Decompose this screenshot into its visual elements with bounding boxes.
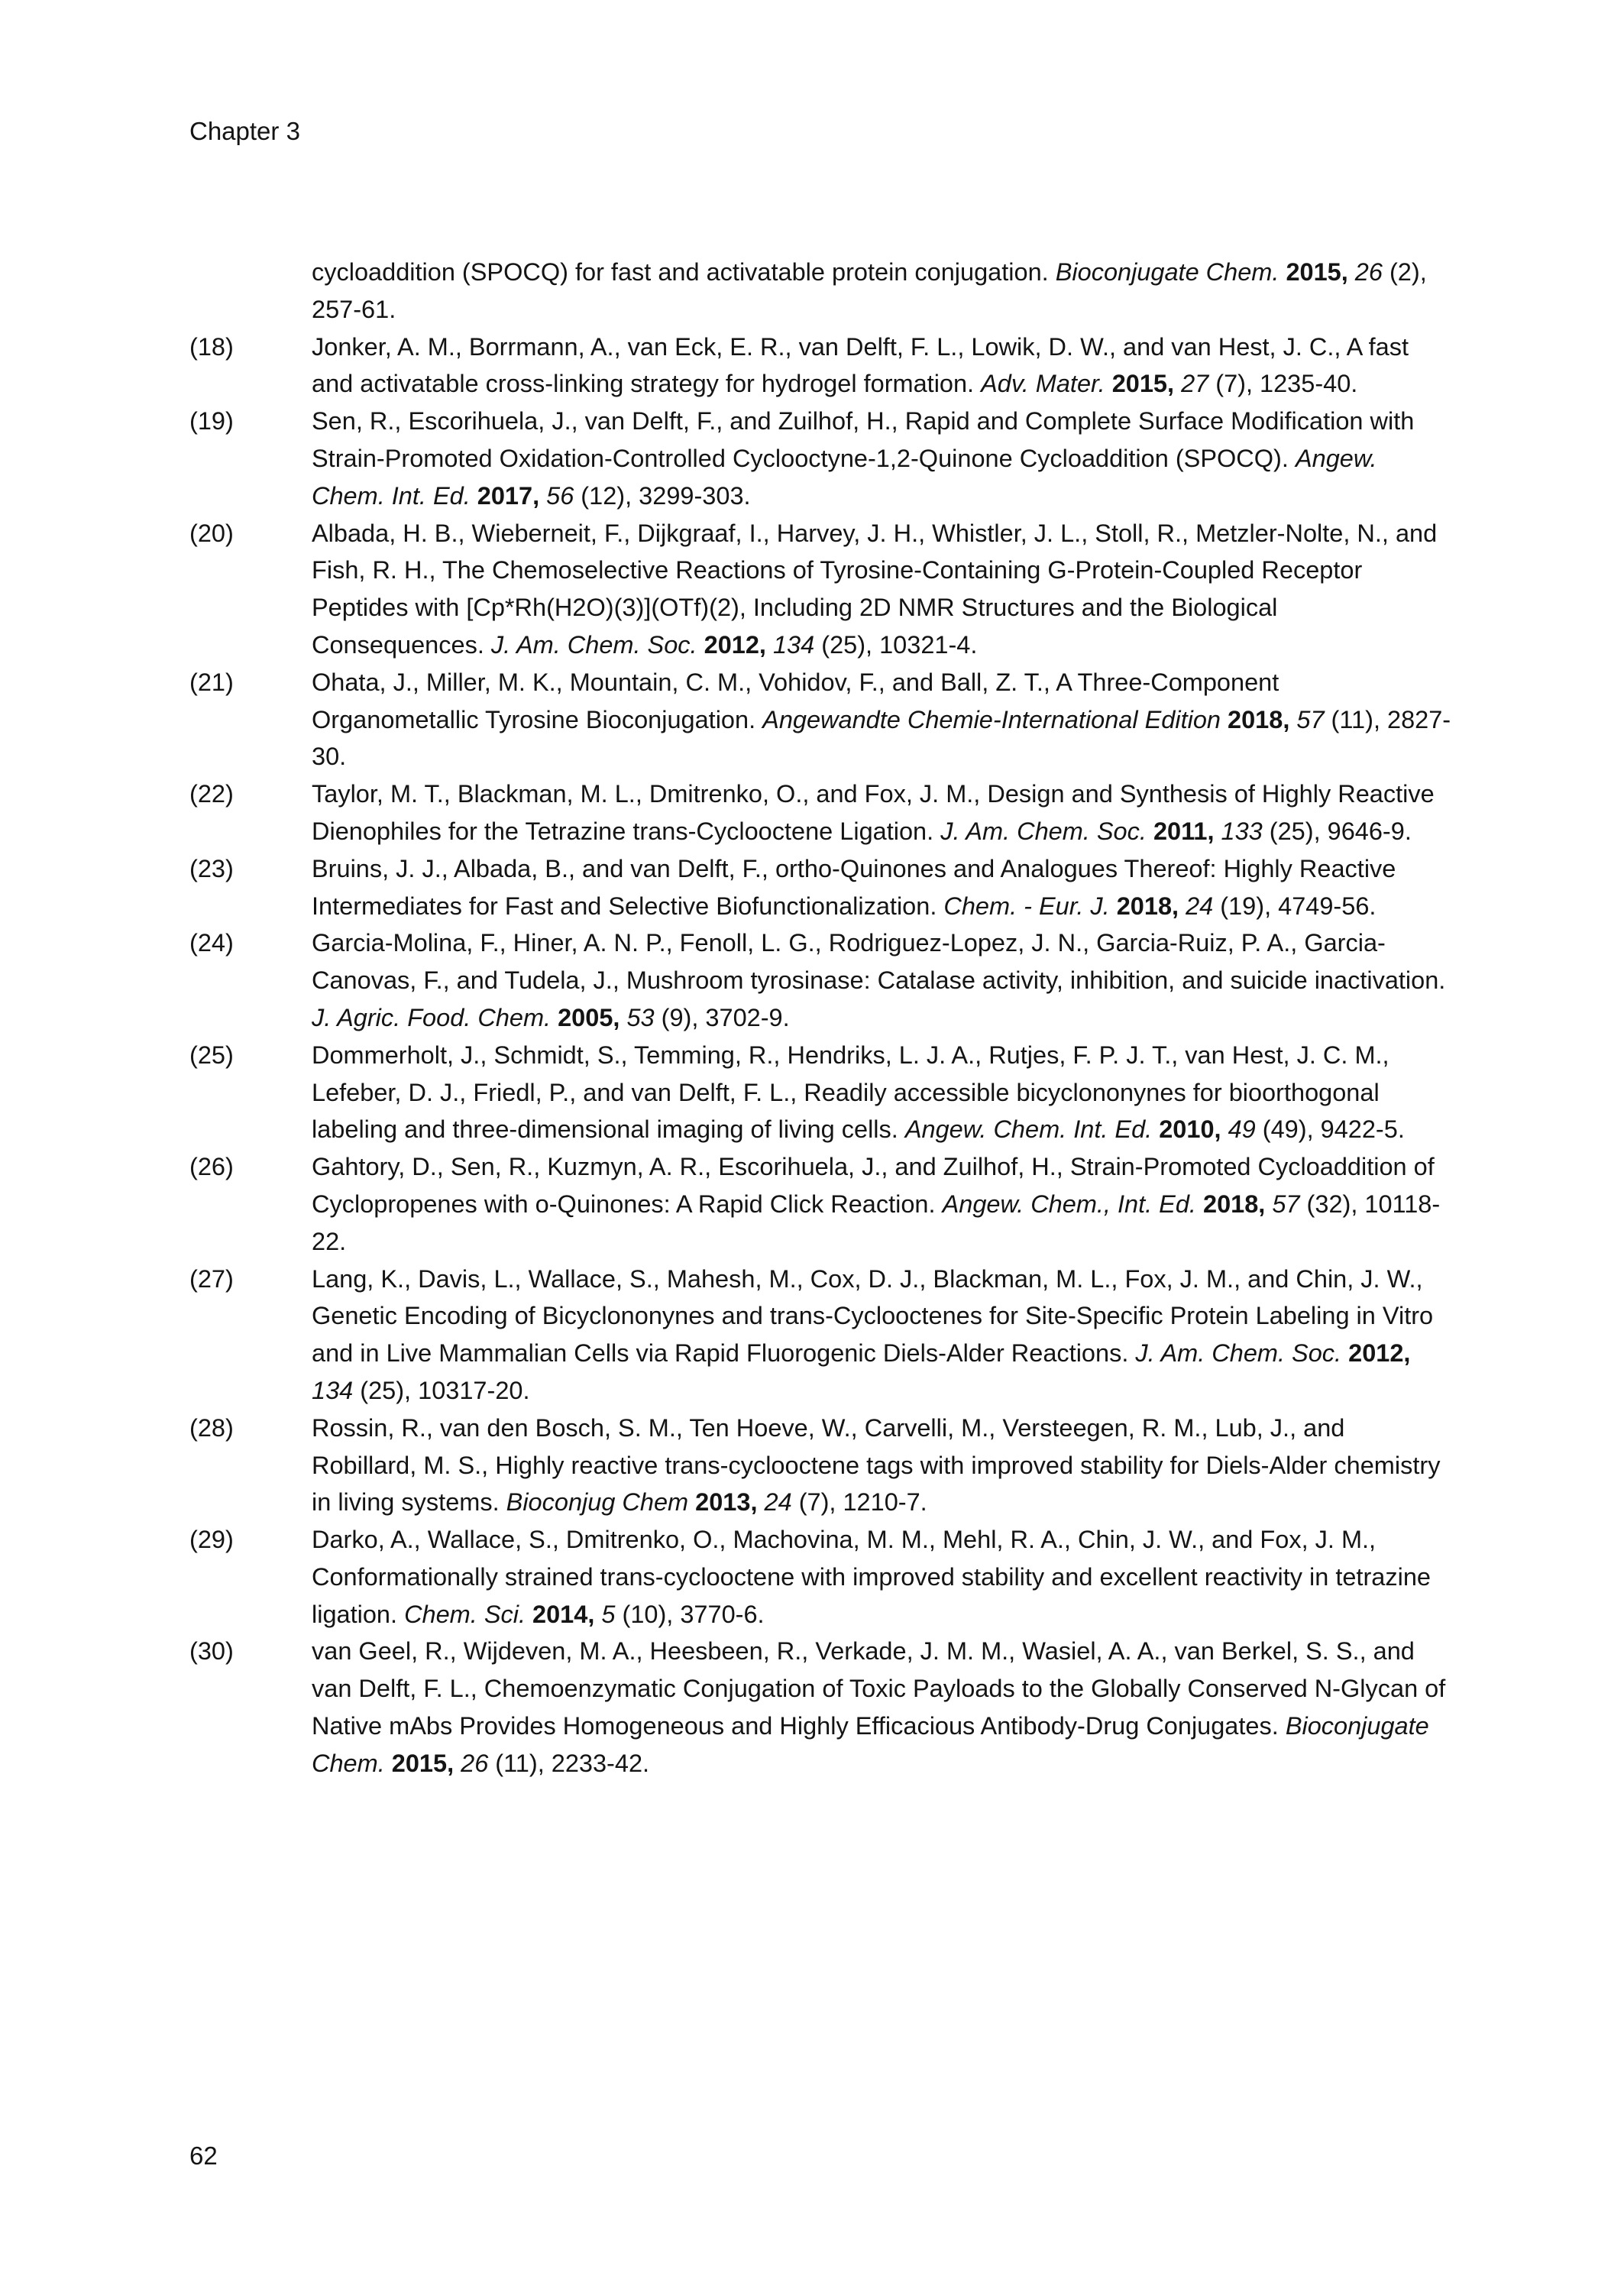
reference-segment: 134 [772, 630, 815, 659]
reference-segment: Bioconjug Chem [506, 1488, 696, 1517]
reference-segment: Angew. Chem., Int. Ed. [942, 1190, 1203, 1218]
reference-text [312, 1148, 1451, 1260]
reference-segment: (25), 10317-20. [353, 1376, 530, 1404]
reference-segment: Garcia-Molina, F., Hiner, A. N. P., Fenoll, L. G., Rodriguez-Lopez, J. N., Garcia-Ruiz, P. A., Garcia-Canovas, F., and Tudela, J., Mushroom tyrosinase: Catalase activity, inhibition, and suicide inactivation. [312, 929, 1446, 995]
reference-segment: 2015, [391, 1749, 461, 1777]
reference-segment: 2017, [477, 481, 547, 510]
reference-item [189, 1148, 1451, 1260]
reference-segment: 2018, [1116, 892, 1186, 920]
reference-segment: 2012, [1348, 1339, 1411, 1368]
reference-segment: 2013, [695, 1488, 765, 1517]
reference-segment: Gahtory, D., Sen, R., Kuzmyn, A. R., Escorihuela, J., and Zuilhof, H., Strain-Promoted Cycloaddition of Cyclopropenes with o-Quinones: A Rapid Click Reaction. [312, 1153, 1435, 1218]
reference-item [189, 329, 1451, 403]
reference-segment: Angewandte Chemie-International Edition [762, 705, 1228, 733]
reference-number: (27) [189, 1264, 234, 1293]
reference-item [189, 515, 1451, 664]
reference-segment: (25), 10321-4. [814, 630, 978, 659]
reference-number: (24) [189, 929, 234, 957]
reference-text [312, 924, 1451, 1036]
reference-segment: Angew. Chem. Int. Ed. [904, 1115, 1160, 1144]
reference-text [312, 329, 1451, 403]
reference-segment: Rossin, R., van den Bosch, S. M., Ten Hoeve, W., Carvelli, M., Versteegen, R. M., Lub, J., and Robillard, M. S., Highly reactive trans-cyclooctene tags with improved stability for Diels-Alder chemistry in living systems. [312, 1413, 1441, 1517]
reference-item [189, 1410, 1451, 1521]
reference-segment: 24 [764, 1488, 792, 1517]
reference-segment: (7), 1235-40. [1208, 370, 1358, 398]
reference-segment: (7), 1210-7. [791, 1488, 927, 1517]
reference-number: (20) [189, 519, 234, 547]
reference-item [189, 664, 1451, 775]
reference-text [312, 403, 1451, 514]
reference-segment: J. Am. Chem. Soc. [940, 817, 1153, 845]
reference-segment: 26 [461, 1749, 489, 1777]
reference-item [189, 1261, 1451, 1410]
reference-segment: Chem. - Eur. J. [943, 892, 1117, 920]
reference-segment: Ohata, J., Miller, M. K., Mountain, C. M., Vohidov, F., and Ball, Z. T., A Three-Component Organometallic Tyrosine Bioconjugation. [312, 668, 1279, 733]
reference-segment: 56 [546, 481, 574, 510]
reference-item [189, 403, 1451, 514]
reference-segment: (9), 3702-9. [654, 1003, 790, 1031]
reference-segment: Bruins, J. J., Albada, B., and van Delft, F., ortho-Quinones and Analogues Thereof: Highly Reactive Intermediates for Fast and Selective Biofunctionalization. [312, 854, 1396, 920]
chapter-header: Chapter 3 [189, 117, 300, 145]
reference-segment: J. Agric. Food. Chem. [312, 1003, 558, 1031]
reference-item [189, 1521, 1451, 1633]
reference-text [312, 664, 1451, 775]
reference-text [312, 254, 1451, 329]
reference-segment: (32), 10118-22. [312, 1190, 1441, 1255]
reference-segment: 24 [1186, 892, 1214, 920]
reference-text [312, 850, 1451, 925]
reference-segment: (2), 257-61. [312, 258, 1427, 323]
reference-segment: 57 [1296, 705, 1325, 733]
reference-item [189, 924, 1451, 1036]
reference-segment: J. Am. Chem. Soc. [1135, 1339, 1349, 1368]
reference-segment: Sen, R., Escorihuela, J., van Delft, F., and Zuilhof, H., Rapid and Complete Surface Modification with Strain-Promoted Oxidation-Controlled Cyclooctyne-1,2-Quinone Cycloaddition (SPOCQ). [312, 407, 1415, 472]
reference-item [189, 775, 1451, 850]
reference-segment: Albada, H. B., Wieberneit, F., Dijkgraaf, I., Harvey, J. H., Whistler, J. L., Stoll, R., Metzler-Nolte, N., and Fish, R. H., The Chemoselective Reactions of Tyrosine-Containing G-Protein-Coupled Receptor Peptides with [Cp*Rh(H2O)(3)](OTf)(2), Including 2D NMR Structures and the Biological Consequences. [312, 519, 1438, 659]
reference-number: (25) [189, 1041, 234, 1069]
reference-item [189, 1633, 1451, 1782]
reference-segment: Darko, A., Wallace, S., Dmitrenko, O., Machovina, M. M., Mehl, R. A., Chin, J. W., and Fox, J. M., Conformationally strained trans-cyclooctene with improved stability and excellent reactivity in tetrazine ligation. [312, 1526, 1431, 1628]
reference-segment: (11), 2827-30. [312, 705, 1451, 771]
reference-text [312, 1261, 1451, 1410]
reference-item [189, 254, 1451, 329]
reference-number: (28) [189, 1413, 234, 1442]
reference-segment: (19), 4749-56. [1213, 892, 1377, 920]
reference-text [312, 1633, 1451, 1782]
reference-number: (22) [189, 780, 234, 808]
reference-item [189, 1037, 1451, 1148]
reference-segment: 57 [1272, 1190, 1300, 1218]
reference-segment: van Geel, R., Wijdeven, M. A., Heesbeen, R., Verkade, J. M. M., Wasiel, A. A., van Berkel, S. S., and van Delft, F. L., Chemoenzymatic Conjugation of Toxic Payloads to the Globally Conserved N-Glycan of Native mAbs Provides Homogeneous and Highly Efficacious Antibody-Drug Conjugates. [312, 1637, 1446, 1740]
reference-segment: Adv. Mater. [981, 370, 1112, 398]
reference-segment: 133 [1221, 817, 1263, 845]
reference-text [312, 1521, 1451, 1633]
reference-segment: (12), 3299-303. [574, 481, 751, 510]
reference-segment: Bioconjugate Chem. [1055, 258, 1286, 286]
reference-segment: (49), 9422-5. [1255, 1115, 1405, 1144]
reference-number: (23) [189, 854, 234, 882]
reference-segment: 2015, [1286, 258, 1355, 286]
page-number: 62 [189, 2141, 218, 2170]
reference-segment: 2014, [532, 1600, 602, 1628]
reference-text [312, 775, 1451, 850]
reference-segment: 53 [626, 1003, 655, 1031]
reference-text [312, 1037, 1451, 1148]
reference-segment: Chem. Sci. [404, 1600, 533, 1628]
reference-segment: 2011, [1153, 817, 1221, 845]
reference-text [312, 515, 1451, 664]
reference-segment: 2012, [704, 630, 773, 659]
reference-segment: 5 [601, 1600, 616, 1628]
reference-segment: Dommerholt, J., Schmidt, S., Temming, R., Hendriks, L. J. A., Rutjes, F. P. J. T., van Hest, J. C. M., Lefeber, D. J., Friedl, P., and van Delft, F. L., Readily accessible bicyclononynes for bioorthogonal labeling and three-dimensional imaging of living cells. [312, 1041, 1389, 1144]
reference-segment: Jonker, A. M., Borrmann, A., van Eck, E. R., van Delft, F. L., Lowik, D. W., and van Hest, J. C., A fast and activatable cross-linking strategy for hydrogel formation. [312, 332, 1409, 398]
reference-segment: (11), 2233-42. [488, 1749, 650, 1777]
reference-number: (19) [189, 407, 234, 435]
reference-number: (18) [189, 332, 234, 361]
reference-segment: 27 [1181, 370, 1209, 398]
reference-number: (26) [189, 1153, 234, 1181]
reference-segment: Angew. Chem. Int. Ed. [312, 444, 1377, 510]
reference-segment: Bioconjugate Chem. [312, 1712, 1429, 1777]
reference-segment: cycloaddition (SPOCQ) for fast and activatable protein conjugation. [312, 258, 1056, 286]
reference-segment: 134 [312, 1376, 354, 1404]
reference-segment: (25), 9646-9. [1262, 817, 1412, 845]
reference-segment: J. Am. Chem. Soc. [490, 630, 704, 659]
reference-segment: Lang, K., Davis, L., Wallace, S., Mahesh, M., Cox, D. J., Blackman, M. L., Fox, J. M., and Chin, J. W., Genetic Encoding of Bicyclononynes and trans-Cyclooctenes for Site-Specific Protein Labeling in Vitro and in Live Mammalian Cells via Rapid Fluorogenic Diels-Alder Reactions. [312, 1264, 1434, 1368]
reference-number: (30) [189, 1637, 234, 1666]
reference-segment: Taylor, M. T., Blackman, M. L., Dmitrenko, O., and Fox, J. M., Design and Synthesis of Highly Reactive Dienophiles for the Tetrazine trans-Cyclooctene Ligation. [312, 780, 1435, 845]
reference-segment: 49 [1228, 1115, 1256, 1144]
reference-text [312, 1410, 1451, 1521]
reference-number: (21) [189, 668, 234, 696]
references-list [189, 254, 1451, 1782]
reference-segment: 2015, [1111, 370, 1182, 398]
reference-segment: 2018, [1228, 705, 1297, 733]
reference-segment: (10), 3770-6. [615, 1600, 765, 1628]
reference-segment: 26 [1354, 258, 1383, 286]
reference-segment: 2010, [1159, 1115, 1228, 1144]
reference-number: (29) [189, 1526, 234, 1554]
reference-item [189, 850, 1451, 925]
reference-segment: 2005, [558, 1003, 627, 1031]
reference-segment: 2018, [1203, 1190, 1273, 1218]
